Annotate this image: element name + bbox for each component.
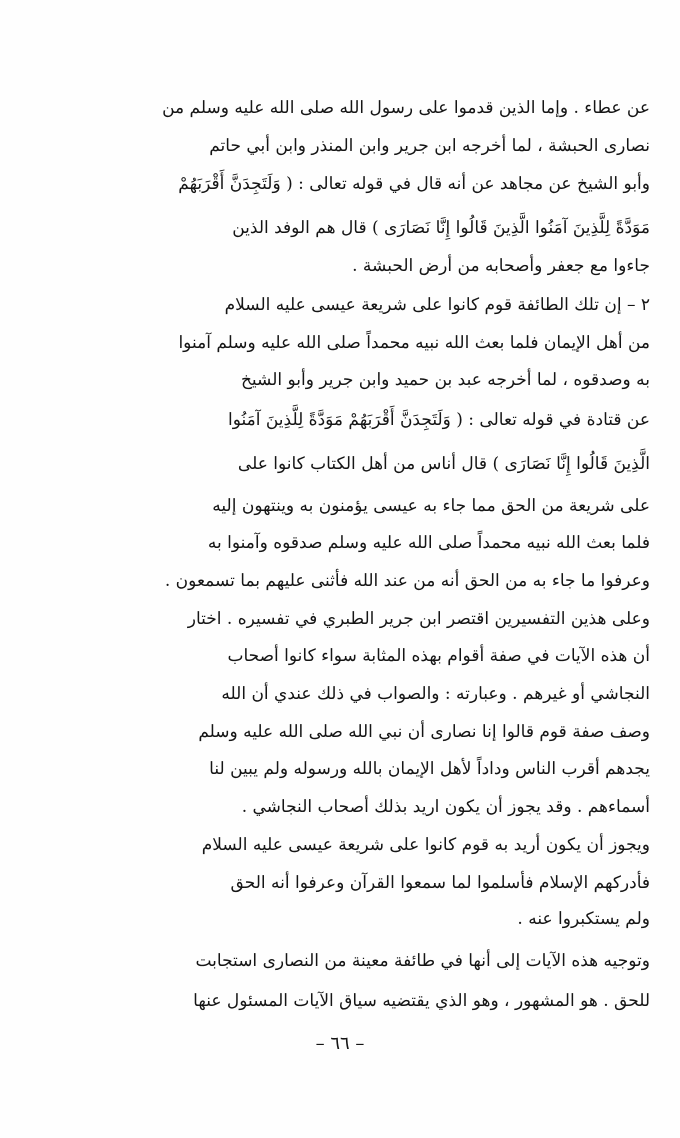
text-line-23: وتوجيه هذه الآيات إلى أنها في طائفة معينة من النصارى استجابت <box>195 951 650 971</box>
text-line-5: جاءوا مع جعفر وأصحابه من أرض الحبشة . <box>352 256 650 276</box>
text-line-17: وصف صفة قوم قالوا إنا نصارى أن نبي الله صلى الله عليه وسلم <box>198 722 650 742</box>
text-line-1: عن عطاء . وإما الذين قدموا على رسول الله صلى الله عليه وسلم من <box>162 98 650 118</box>
text-line-2: نصارى الحبشة ، لما أخرجه ابن جرير وابن المنذر وابن أبي حاتم <box>209 136 650 156</box>
text-line-10: الَّذِينَ قَالُوا إِنَّا نَصَارَى ) قال أناس من أهل الكتاب كانوا على <box>237 454 650 474</box>
text-line-3: وأبو الشيخ عن مجاهد عن أنه قال في قوله تعالى : ( وَلَتَجِدَنَّ أَقْرَبَهُمْ <box>178 174 650 194</box>
text-line-16: النجاشي أو غيرهم . وعبارته : والصواب في ذلك عندي أن الله <box>221 684 650 704</box>
text-line-6: ٢ – إن تلك الطائفة قوم كانوا على شريعة عيسى عليه السلام <box>224 295 650 315</box>
text-line-19: أسماءهم . وقد يجوز أن يكون اريد بذلك أصحاب النجاشي . <box>241 797 650 817</box>
text-line-18: يجدهم أقرب الناس وداداً لأهل الإيمان بالله ورسوله ولم يبين لنا <box>209 759 650 779</box>
text-line-11: على شريعة من الحق مما جاء به عيسى يؤمنون به وينتهون إليه <box>212 496 650 516</box>
text-line-9: عن قتادة في قوله تعالى : ( وَلَتَجِدَنَّ أَقْرَبَهُمْ مَوَدَّةً لِلَّذِينَ آمَنُوا <box>227 410 650 430</box>
text-line-12: فلما بعث الله نبيه محمداً صلى الله عليه وسلم صدقوه وآمنوا به <box>207 533 650 553</box>
text-line-20: ويجوز أن يكون أريد به قوم كانوا على شريعة عيسى عليه السلام <box>201 835 650 855</box>
text-line-15: أن هذه الآيات في صفة أقوام بهذه المثابة سواء كانوا أصحاب <box>227 646 650 666</box>
text-line-13: وعرفوا ما جاء به من الحق أنه من عند الله فأثنى عليهم بما تسمعون . <box>164 571 650 591</box>
text-line-8: به وصدقوه ، لما أخرجه عبد بن حميد وابن جرير وأبو الشيخ <box>240 370 650 390</box>
text-line-21: فأدركهم الإسلام فأسلموا لما سمعوا القرآن وعرفوا أنه الحق <box>230 873 650 893</box>
page-number: – ٦٦ – <box>315 1033 365 1054</box>
text-line-14: وعلى هذين التفسيرين اقتصر ابن جرير الطبري في تفسيره . اختار <box>187 609 650 629</box>
text-line-4: مَوَدَّةً لِلَّذِينَ آمَنُوا الَّذِينَ قَالُوا إِنَّا نَصَارَى ) قال هم الوفد الذين <box>232 218 650 238</box>
text-line-22: ولم يستكبروا عنه . <box>517 909 650 929</box>
text-line-24: للحق . هو المشهور ، وهو الذي يقتضيه سياق الآيات المسئول عنها <box>193 991 650 1011</box>
text-line-7: من أهل الإيمان فلما بعث الله نبيه محمداً صلى الله عليه وسلم آمنوا <box>178 333 650 353</box>
